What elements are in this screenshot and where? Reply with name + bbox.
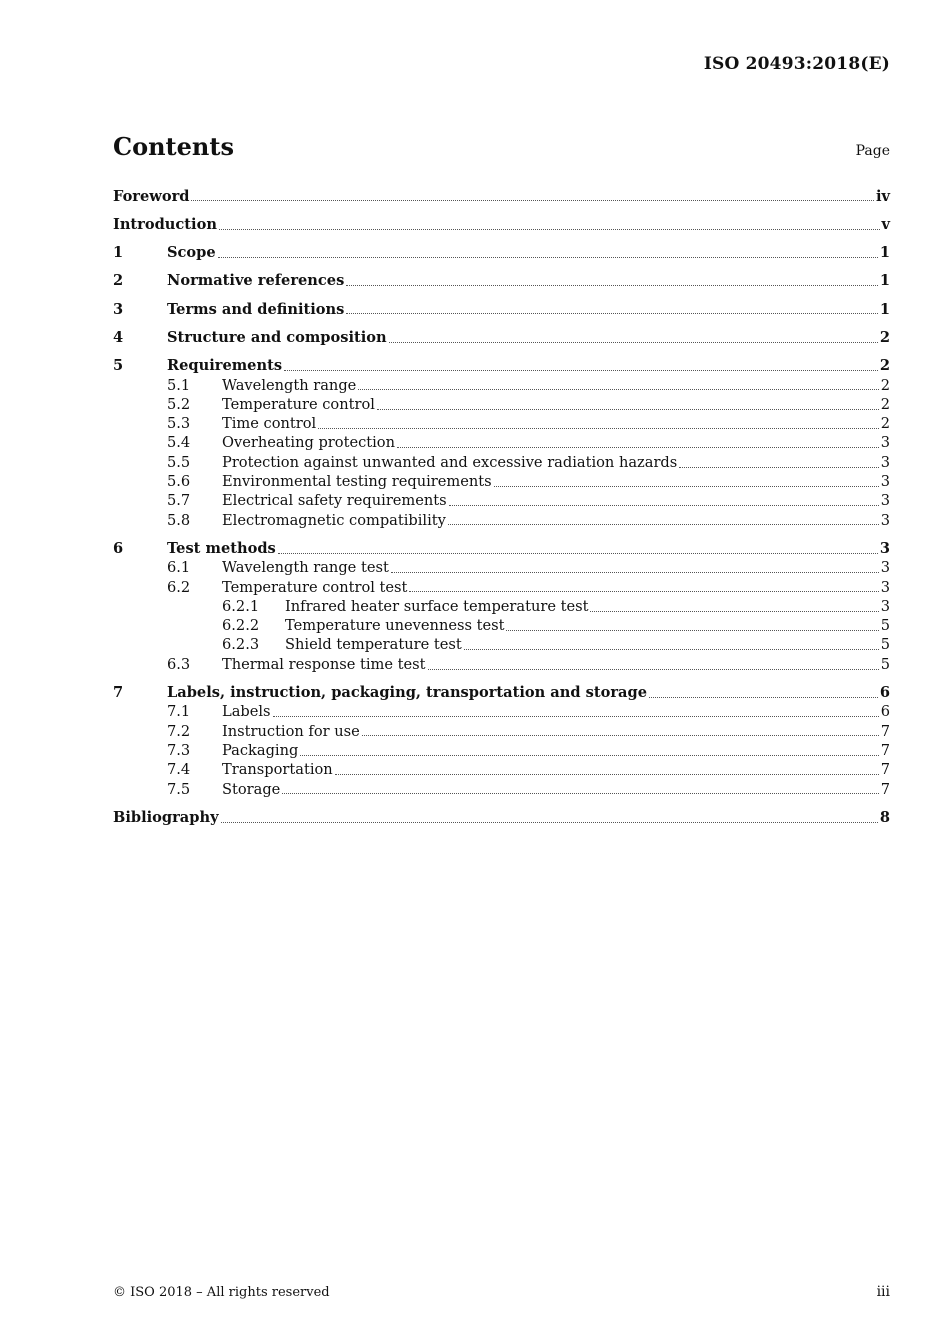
toc-entry-page: 3	[880, 559, 890, 577]
toc-entry-number: 6.2	[167, 578, 191, 596]
dot-leader	[649, 697, 878, 698]
dot-leader	[464, 649, 879, 650]
toc-entry[interactable]	[113, 779, 890, 798]
toc-entry-title: Normative references	[167, 272, 345, 290]
dot-leader	[358, 389, 878, 390]
toc-entry-page: v	[881, 215, 890, 233]
toc-entry-title: Overheating protection	[222, 434, 395, 452]
toc-entry-title: Structure and composition	[167, 329, 387, 346]
toc-entry-page: 1	[879, 300, 890, 318]
toc-entry[interactable]	[113, 654, 890, 673]
toc-entry[interactable]	[113, 538, 890, 557]
toc-entry[interactable]	[113, 356, 890, 375]
toc-entry[interactable]	[113, 510, 890, 529]
toc-entry-page: 5	[880, 636, 890, 654]
toc-entry-page: 3	[879, 539, 890, 557]
toc-entry-page: 1	[879, 272, 890, 290]
toc-entry-page: 8	[879, 808, 890, 826]
toc-entry[interactable]	[113, 683, 890, 702]
toc-entry-number: 1	[113, 244, 124, 262]
toc-entry-page: 2	[880, 376, 890, 394]
toc-entry[interactable]	[113, 807, 890, 826]
toc-entry-number: 5.4	[167, 434, 191, 452]
toc-entry-title: Bibliography	[113, 808, 219, 826]
toc-entry-number: 5.2	[167, 395, 191, 413]
toc-entry-number: 7.1	[167, 703, 191, 721]
toc-entry-page: 7	[880, 722, 890, 740]
toc-entry-page: 2	[879, 357, 890, 375]
toc-entry-page: iv	[875, 187, 890, 205]
toc-entry-page: 7	[880, 741, 890, 759]
toc-entry-page: 2	[879, 329, 890, 346]
toc-entry-page: 3	[880, 578, 890, 596]
toc-entry[interactable]	[113, 375, 890, 394]
toc-entry-title: Instruction for use	[222, 722, 360, 740]
toc-entry-page: 7	[880, 761, 890, 779]
dot-leader	[679, 467, 878, 468]
dot-leader	[346, 285, 878, 286]
toc-entry[interactable]	[113, 740, 890, 759]
dot-leader	[278, 553, 878, 554]
dot-leader	[362, 735, 879, 736]
toc-entry-title: Requirements	[167, 357, 283, 375]
toc-entry-page: 5	[880, 617, 890, 635]
toc-entry[interactable]	[113, 214, 890, 233]
toc-entry-page: 3	[880, 453, 890, 471]
toc-entry[interactable]	[113, 577, 890, 596]
toc-entry[interactable]	[113, 616, 890, 635]
dot-leader	[449, 505, 879, 506]
toc-entry-title: Scope	[167, 244, 216, 262]
toc-entry[interactable]	[113, 702, 890, 721]
toc-entry-page: 6	[880, 703, 890, 721]
dot-leader	[409, 591, 878, 592]
dot-leader	[318, 428, 879, 429]
toc-entry[interactable]	[113, 414, 890, 433]
dot-leader	[448, 524, 879, 525]
toc-entry-number: 6	[113, 539, 124, 557]
toc-entry-number: 7.3	[167, 741, 191, 759]
page-number: iii	[876, 1284, 890, 1300]
dot-leader	[590, 611, 878, 612]
toc-entry[interactable]	[113, 186, 890, 205]
toc-entry-page: 3	[880, 511, 890, 529]
toc-entry-page: 3	[880, 597, 890, 615]
page-column-label: Page	[855, 143, 890, 159]
toc-entry-title: Thermal response time test	[222, 655, 426, 673]
dot-leader	[389, 342, 878, 343]
toc-entry-title: Labels	[222, 703, 271, 721]
toc-entry-number: 5.6	[167, 473, 191, 491]
toc-entry[interactable]	[113, 635, 890, 654]
toc-entry-title: Temperature control	[222, 395, 375, 413]
dot-leader	[506, 630, 878, 631]
toc-entry-page: 3	[880, 492, 890, 510]
dot-leader	[428, 669, 879, 670]
dot-leader	[494, 486, 879, 487]
toc-entry-title: Protection against unwanted and excessive radiation hazards	[222, 453, 678, 471]
toc-entry-title: Shield temperature test	[285, 636, 462, 654]
toc-entry-title: Wavelength range	[222, 376, 357, 394]
dot-leader	[300, 755, 878, 756]
toc-entry-number: 7.4	[167, 761, 191, 779]
toc-entry-title: Temperature unevenness test	[285, 617, 505, 635]
toc-entry-page: 1	[879, 244, 890, 262]
toc-entry-number: 5	[113, 357, 124, 375]
toc-entry-title: Test methods	[167, 539, 276, 557]
dot-leader	[191, 200, 874, 201]
dot-leader	[221, 822, 878, 823]
copyright-notice: © ISO 2018 – All rights reserved	[113, 1285, 330, 1300]
toc-entry-number: 7.2	[167, 722, 191, 740]
toc-entry-number: 7	[113, 684, 124, 702]
dot-leader	[219, 229, 880, 230]
toc-entry-title: Environmental testing requirements	[222, 473, 492, 491]
toc-entry[interactable]	[113, 472, 890, 491]
toc-entry-page: 5	[880, 655, 890, 673]
toc-entry[interactable]	[113, 243, 890, 262]
dot-leader	[335, 774, 879, 775]
toc-entry-page: 2	[880, 395, 890, 413]
toc-entry-page: 3	[880, 473, 890, 491]
toc-entry-title: Foreword	[113, 187, 190, 205]
toc-entry[interactable]	[113, 721, 890, 740]
toc-entry-title: Electromagnetic compatibility	[222, 511, 446, 529]
dot-leader	[377, 409, 879, 410]
toc-entry-number: 7.5	[167, 780, 191, 798]
toc-entry-title: Electrical safety requirements	[222, 492, 447, 510]
toc-entry-number: 5.5	[167, 453, 191, 471]
toc-entry[interactable]	[113, 433, 890, 452]
dot-leader	[391, 572, 879, 573]
toc-entry-number: 6.2.1	[222, 597, 260, 615]
toc-entry-title: Terms and definitions	[167, 300, 345, 318]
toc-entry[interactable]	[113, 394, 890, 413]
toc-entry-number: 6.2.2	[222, 617, 260, 635]
toc-entry[interactable]	[113, 491, 890, 510]
toc-entry[interactable]	[113, 299, 890, 318]
toc-entry-title: Wavelength range test	[222, 559, 389, 577]
toc-entry-title: Storage	[222, 780, 281, 798]
toc-entry-title: Transportation	[222, 761, 333, 779]
toc-entry-number: 2	[113, 272, 124, 290]
dot-leader	[218, 257, 878, 258]
document-id: ISO 20493:2018(E)	[703, 54, 890, 74]
toc-entry-number: 5.7	[167, 492, 191, 510]
toc-entry-title: Infrared heater surface temperature test	[285, 597, 589, 615]
toc-entry-title: Time control	[222, 415, 317, 433]
toc-entry[interactable]	[113, 327, 890, 346]
toc-entry-number: 4	[113, 329, 124, 346]
toc-entry-title: Temperature control test	[222, 578, 408, 596]
toc-entry-title: Introduction	[113, 215, 217, 233]
toc-entry-number: 6.1	[167, 559, 191, 577]
dot-leader	[273, 716, 879, 717]
toc-entry-page: 2	[880, 415, 890, 433]
toc-entry-number: 5.3	[167, 415, 191, 433]
table-of-contents	[113, 186, 890, 827]
toc-entry-page: 7	[880, 780, 890, 798]
toc-entry[interactable]	[113, 452, 890, 471]
dot-leader	[346, 313, 877, 314]
toc-entry-number: 6.2.3	[222, 636, 260, 654]
dot-leader	[397, 447, 879, 448]
toc-entry-page: 6	[879, 684, 890, 702]
dot-leader	[282, 793, 878, 794]
dot-leader	[284, 370, 878, 371]
toc-entry-title: Labels, instruction, packaging, transportation and storage	[167, 684, 647, 702]
toc-entry[interactable]	[113, 558, 890, 577]
toc-entry[interactable]	[113, 760, 890, 779]
toc-entry[interactable]	[113, 271, 890, 290]
toc-entry-number: 5.1	[167, 376, 191, 394]
contents-heading: Contents	[113, 132, 234, 161]
toc-entry[interactable]	[113, 596, 890, 615]
toc-entry-title: Packaging	[222, 741, 299, 759]
toc-entry-number: 6.3	[167, 655, 191, 673]
toc-entry-number: 3	[113, 300, 124, 318]
toc-entry-number: 5.8	[167, 511, 191, 529]
toc-entry-page: 3	[880, 434, 890, 452]
